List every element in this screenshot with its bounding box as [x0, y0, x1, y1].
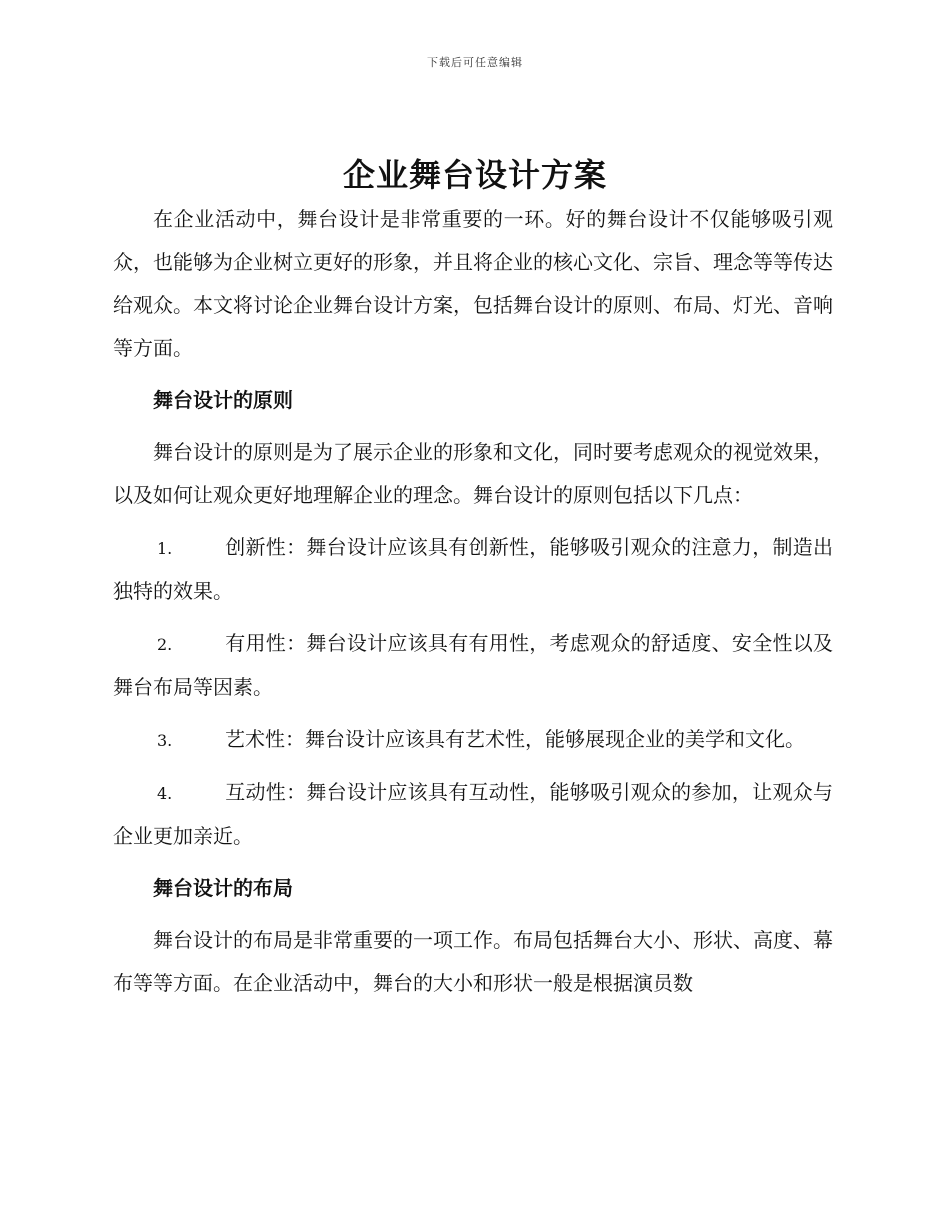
section-heading-layout: 舞台设计的布局	[153, 876, 293, 900]
header-note: 下载后可任意编辑	[427, 56, 523, 69]
layout-paragraph: 舞台设计的布局是非常重要的一项工作。布局包括舞台大小、形状、高度、幕布等等方面。在企业活动中，舞台的大小和形状一般是根据演员数	[113, 928, 833, 995]
list-item	[113, 622, 833, 709]
list-item	[113, 526, 833, 613]
list-item	[113, 771, 833, 858]
list-number: 3.	[157, 731, 173, 750]
list-text: 艺术性：舞台设计应该具有艺术性，能够展现企业的美学和文化。	[225, 727, 805, 751]
section-heading-principles: 舞台设计的原则	[153, 388, 293, 412]
document-title: 企业舞台设计方案	[342, 156, 607, 194]
list-text: 有用性：舞台设计应该具有有用性，考虑观众的舒适度、安全性以及舞台布局等因素。	[113, 631, 833, 699]
list-item	[113, 718, 833, 762]
intro-paragraph: 在企业活动中，舞台设计是非常重要的一环。好的舞台设计不仅能够吸引观众，也能够为企业树立更好的形象，并且将企业的核心文化、宗旨、理念等等传达给观众。本文将讨论企业舞台设计方案，包括舞台设计的原则、布局、灯光、音响等方面。	[113, 207, 833, 360]
document-body	[113, 198, 833, 1005]
list-number: 2.	[157, 635, 173, 654]
list-number: 4.	[157, 784, 173, 803]
principles-paragraph: 舞台设计的原则是为了展示企业的形象和文化，同时要考虑观众的视觉效果，以及如何让观众更好地理解企业的理念。舞台设计的原则包括以下几点：	[113, 440, 833, 507]
list-number: 1.	[157, 539, 173, 558]
list-text: 创新性：舞台设计应该具有创新性，能够吸引观众的注意力，制造出独特的效果。	[113, 535, 833, 603]
list-text: 互动性：舞台设计应该具有互动性，能够吸引观众的参加，让观众与企业更加亲近。	[113, 780, 833, 848]
